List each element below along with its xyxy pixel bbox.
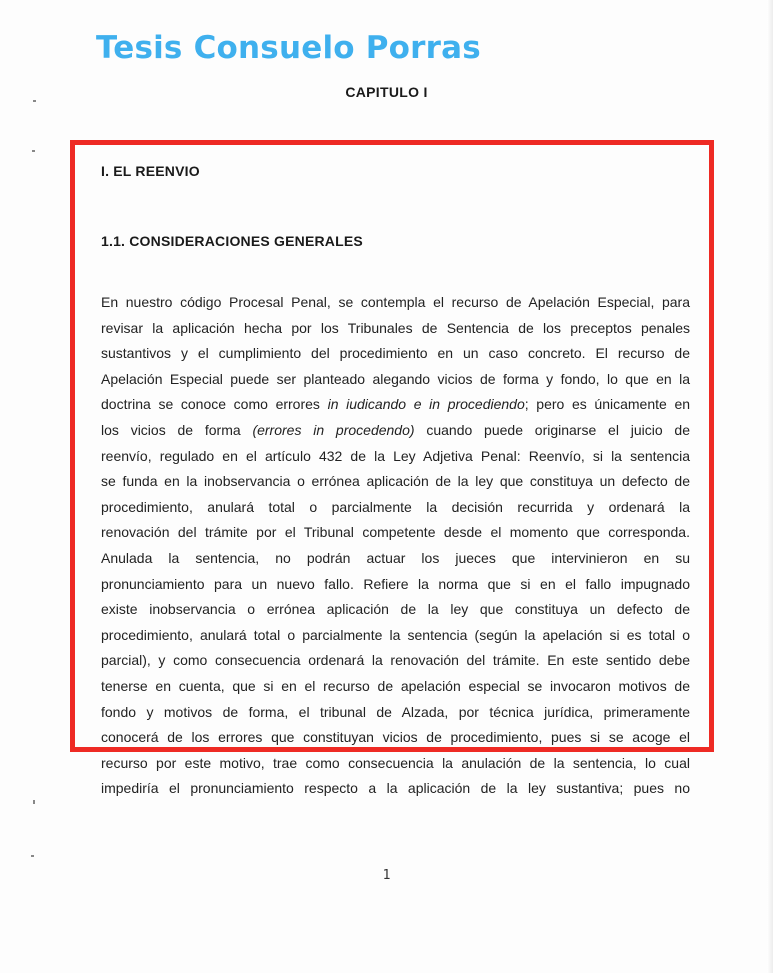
scan-speck bbox=[31, 855, 34, 857]
section-heading: I. EL REENVIO bbox=[101, 163, 200, 179]
body-line: procedimiento, anulará total o parcialmente la sentencia (según la apelación si es total o bbox=[101, 626, 690, 643]
body-line: conocerá de los errores que constituyan vicios de procedimiento, pues si se acoge el bbox=[101, 729, 690, 746]
body-line: parcial), y como consecuencia ordenará la renovación del trámite. En este sentido debe bbox=[101, 652, 690, 669]
body-line: reenvío, regulado en el artículo 432 de la Ley Adjetiva Penal: Reenvío, si la sentencia bbox=[101, 447, 690, 464]
scan-speck bbox=[32, 150, 35, 152]
body-line: renovación del trámite por el Tribunal competente desde el momento que corresponda. bbox=[101, 524, 690, 541]
body-line: los vicios de forma (errores in procedendo) cuando puede originarse el juicio de bbox=[101, 421, 691, 438]
body-line: procedimiento, anulará total o parcialmente la decisión recurrida y ordenará la bbox=[101, 498, 690, 515]
body-line: doctrina se conoce como errores in iudicando e in procediendo; pero es únicamente en bbox=[101, 396, 691, 413]
body-line: revisar la aplicación hecha por los Tribunales de Sentencia de los preceptos penales bbox=[101, 319, 690, 336]
thesis-title-overlay: Tesis Consuelo Porras bbox=[96, 30, 481, 66]
body-paragraph bbox=[101, 290, 690, 802]
body-line: En nuestro código Procesal Penal, se contempla el recurso de Apelación Especial, para bbox=[101, 294, 690, 310]
scan-speck bbox=[33, 100, 36, 102]
body-line: tenerse en cuenta, que si en el recurso de apelación especial se invocaron motivos de bbox=[101, 677, 690, 694]
body-line: sustantivos y el cumplimiento del procedimiento en un caso concreto. El recurso de bbox=[101, 345, 690, 362]
body-line: pronunciamiento para un nuevo fallo. Refiere la norma que si en el fallo impugnado bbox=[101, 575, 690, 592]
body-line: se funda en la inobservancia o errónea aplicación de la ley que constituya un defecto de bbox=[101, 473, 690, 490]
body-line: fondo y motivos de forma, el tribunal de Alzada, por técnica jurídica, primeramente bbox=[101, 703, 690, 720]
body-line: Anulada la sentencia, no podrán actuar los jueces que intervinieron en su bbox=[101, 549, 690, 566]
body-line: recurso por este motivo, trae como consecuencia la anulación de la sentencia, lo cual bbox=[101, 754, 690, 771]
body-line: impediría el pronunciamiento respecto a la aplicación de la ley sustantiva; pues no bbox=[101, 780, 690, 797]
page-number: 1 bbox=[382, 868, 391, 883]
scan-speck bbox=[33, 800, 35, 804]
chapter-heading: CAPITULO I bbox=[345, 84, 428, 100]
subsection-heading: 1.1. CONSIDERACIONES GENERALES bbox=[101, 233, 363, 249]
body-line: existe inobservancia o errónea aplicación de la ley que constituya un defecto de bbox=[101, 601, 690, 618]
body-line: Apelación Especial puede ser planteado alegando vicios de forma y fondo, lo que en la bbox=[101, 370, 690, 387]
page-edge-shadow bbox=[767, 0, 773, 973]
